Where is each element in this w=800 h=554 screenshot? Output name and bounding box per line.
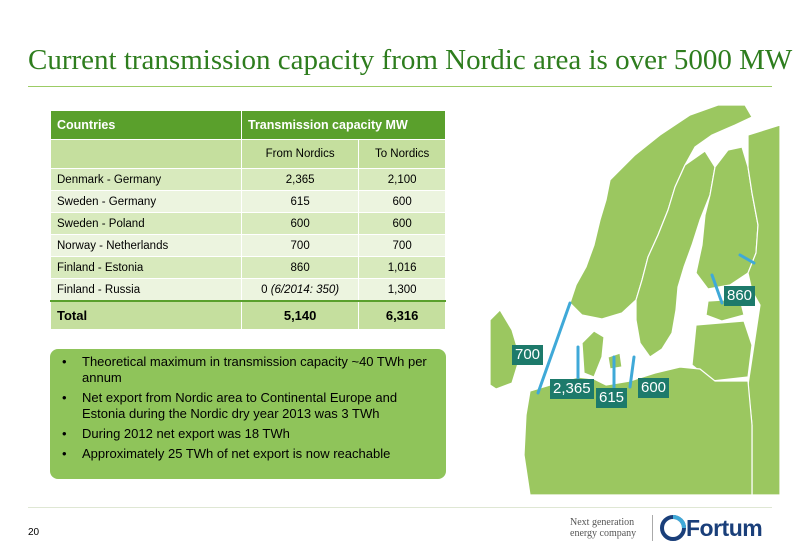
total-label: Total — [51, 301, 242, 330]
table-total-row — [51, 301, 446, 330]
bullet-item: • Approximately 25 TWh of net export is now reachable — [62, 446, 436, 462]
row-to: 1,016 — [359, 257, 446, 279]
tagline-line1: Next generation — [570, 517, 635, 528]
map-label-sweden-poland: 600 — [638, 378, 669, 398]
fortum-logo — [660, 514, 762, 542]
map-label-norway-netherlands: 700 — [512, 345, 543, 365]
map-label-sweden-germany: 615 — [596, 388, 627, 408]
table-row — [51, 169, 446, 191]
row-to: 1,300 — [359, 279, 446, 302]
page-number: 20 — [28, 527, 40, 538]
title-divider — [28, 86, 772, 87]
capacity-table — [50, 110, 446, 330]
row-from: 615 — [242, 191, 359, 213]
row-to: 600 — [359, 191, 446, 213]
footer-divider — [28, 507, 772, 508]
subheader-empty — [51, 140, 242, 169]
row-from-note: (6/2014: 350) — [270, 283, 340, 296]
row-from: 600 — [242, 213, 359, 235]
denmark-shape — [582, 331, 622, 377]
table-subheader-row — [51, 140, 446, 169]
table-row — [51, 213, 446, 235]
table-row — [51, 279, 446, 302]
row-to: 2,100 — [359, 169, 446, 191]
row-country: Finland - Estonia — [51, 257, 242, 279]
bullet-item: • Theoretical maximum in transmission capacity ~40 TWh per annum — [62, 354, 436, 386]
row-country: Denmark - Germany — [51, 169, 242, 191]
row-from: 860 — [242, 257, 359, 279]
row-to: 700 — [359, 235, 446, 257]
row-from: 700 — [242, 235, 359, 257]
table-row — [51, 235, 446, 257]
tagline-line2: energy company — [570, 528, 637, 539]
table-row — [51, 191, 446, 213]
bullet-item: • Net export from Nordic area to Continental Europe and Estonia during the Nordic dry year 2013 was 3 TWh — [62, 390, 436, 422]
table-row — [51, 257, 446, 279]
total-to: 6,316 — [359, 301, 446, 330]
header-countries: Countries — [51, 111, 242, 140]
row-country: Finland - Russia — [51, 279, 242, 302]
table-header-row — [51, 111, 446, 140]
row-from — [242, 279, 359, 302]
russia-shape — [748, 125, 780, 495]
company-tagline — [570, 517, 636, 539]
row-from-value: 0 — [261, 283, 268, 296]
footer-separator — [652, 515, 653, 541]
map-label-finland-estonia: 860 — [724, 286, 755, 306]
bullet-box — [50, 349, 446, 479]
row-to: 600 — [359, 213, 446, 235]
total-from: 5,140 — [242, 301, 359, 330]
logo-text: Fortum — [686, 514, 763, 541]
header-capacity: Transmission capacity MW — [242, 111, 446, 140]
row-country: Sweden - Poland — [51, 213, 242, 235]
bullet-item: • During 2012 net export was 18 TWh — [62, 426, 436, 442]
row-from: 2,365 — [242, 169, 359, 191]
page-title: Current transmission capacity from Nordic area is over 5000 MW — [28, 44, 793, 76]
subheader-from: From Nordics — [242, 140, 359, 169]
bullet-list — [62, 354, 436, 462]
map-label-denmark-germany: 2,365 — [550, 379, 594, 399]
subheader-to: To Nordics — [359, 140, 446, 169]
row-country: Sweden - Germany — [51, 191, 242, 213]
fortum-logo-icon — [660, 515, 686, 541]
row-country: Norway - Netherlands — [51, 235, 242, 257]
